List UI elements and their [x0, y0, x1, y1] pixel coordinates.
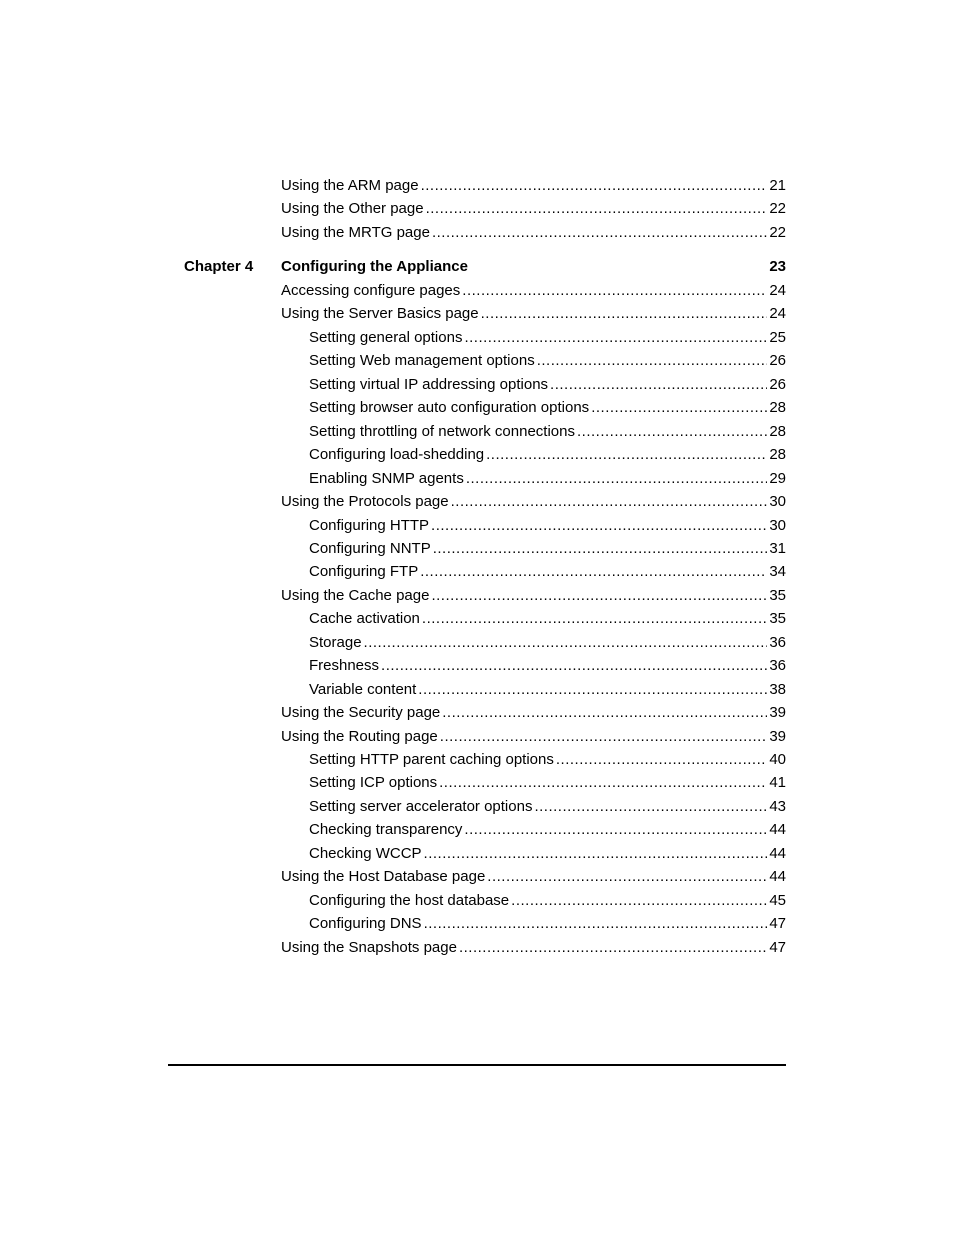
- toc-entry-page-number: 24: [769, 305, 786, 323]
- toc-entry-page-number: 24: [769, 282, 786, 299]
- toc-entry: [309, 821, 786, 839]
- dot-leader: [481, 305, 768, 323]
- toc-entry-title: Freshness: [309, 657, 380, 675]
- toc-entry-page-number: 43: [769, 797, 786, 815]
- toc-entry: [281, 282, 786, 300]
- chapter-page-number: 23: [769, 258, 786, 275]
- toc-entry-title: Configuring NNTP: [309, 539, 431, 557]
- toc-entry-page-number: 22: [769, 200, 786, 218]
- dot-leader: [432, 224, 767, 242]
- toc-entry: [309, 470, 786, 488]
- toc-entry-page-number: 30: [769, 493, 786, 511]
- toc-entry-page-number: 34: [769, 563, 786, 581]
- dot-leader: [550, 376, 767, 394]
- toc-entry-title: Using the Server Basics page: [281, 305, 479, 323]
- toc-entry: [309, 352, 786, 370]
- toc-entry-page-number: 35: [769, 610, 786, 628]
- dot-leader: [439, 774, 767, 792]
- dot-leader: [462, 282, 767, 300]
- toc-entry-title: Configuring FTP: [309, 563, 419, 581]
- toc-entry-page-number: 41: [769, 774, 786, 792]
- toc-entry-page-number: 26: [769, 375, 786, 393]
- toc-entry: [281, 939, 786, 957]
- toc-entry-title: Variable content: [309, 680, 417, 698]
- toc-entry-page-number: 45: [769, 891, 786, 909]
- dot-leader: [466, 470, 767, 488]
- toc-entry-title: Accessing configure pages: [281, 282, 461, 299]
- toc-entry-page-number: 39: [769, 727, 786, 745]
- chapter-title: Configuring the Appliance: [281, 258, 468, 275]
- toc-entry: [309, 376, 786, 394]
- dot-leader: [577, 423, 767, 441]
- toc-entry: [309, 774, 786, 792]
- toc-entry: [281, 493, 786, 511]
- toc-entry-title: Setting throttling of network connections: [309, 422, 575, 440]
- toc-entry: [309, 681, 786, 699]
- toc-entry-page-number: 40: [769, 751, 786, 768]
- toc-entry-page-number: 35: [769, 586, 786, 604]
- toc-entry-page-number: 28: [769, 399, 786, 417]
- toc-entry-title: Configuring the host database: [309, 891, 510, 909]
- dot-leader: [381, 657, 767, 675]
- dot-leader: [424, 845, 768, 863]
- toc-entry: [281, 868, 786, 886]
- footer-rule: [168, 1064, 786, 1066]
- toc-entry-title: Using the Other page: [281, 200, 424, 218]
- toc-entry-title: Using the Security page: [281, 704, 441, 722]
- toc-entry-page-number: 28: [769, 422, 786, 440]
- dot-leader: [486, 446, 767, 464]
- toc-entry-title: Setting general options: [309, 328, 463, 346]
- dot-leader: [591, 399, 767, 417]
- toc-entry-title: Configuring load-shedding: [309, 446, 485, 464]
- dot-leader: [464, 329, 767, 347]
- toc-entry-page-number: 36: [769, 633, 786, 651]
- dot-leader: [442, 704, 767, 722]
- toc-entry: [309, 423, 786, 441]
- dot-leader: [424, 915, 768, 933]
- toc-entry-page-number: 44: [769, 868, 786, 886]
- toc-entry-page-number: 44: [769, 844, 786, 862]
- toc-entry: [281, 200, 786, 218]
- toc-entry: [309, 517, 786, 535]
- toc-entry-page-number: 44: [769, 821, 786, 839]
- toc-entry-title: Cache activation: [309, 610, 420, 628]
- dot-leader: [464, 821, 767, 839]
- toc-entry: [281, 587, 786, 605]
- toc-entry: [309, 610, 786, 628]
- toc-entry: [281, 305, 786, 323]
- toc-entry: [309, 892, 786, 910]
- toc-entry-title: Using the ARM page: [281, 177, 419, 194]
- toc-entry: [281, 177, 786, 195]
- dot-leader: [511, 892, 767, 910]
- dot-leader: [433, 540, 768, 558]
- dot-leader: [421, 177, 768, 195]
- toc-entry: [281, 224, 786, 242]
- toc-entry-title: Storage: [309, 633, 362, 651]
- dot-leader: [431, 517, 767, 535]
- dot-leader: [431, 587, 767, 605]
- dot-leader: [422, 610, 767, 628]
- toc-entry-title: Setting Web management options: [309, 352, 535, 370]
- toc-entry-title: Using the Routing page: [281, 727, 438, 745]
- toc-entry-title: Using the MRTG page: [281, 223, 430, 241]
- dot-leader: [440, 728, 768, 746]
- toc-entry-page-number: 26: [769, 352, 786, 370]
- toc-entry-page-number: 25: [769, 328, 786, 346]
- toc-entry-page-number: 22: [769, 223, 786, 241]
- dot-leader: [451, 493, 768, 511]
- toc-entry-page-number: 39: [769, 704, 786, 722]
- dot-leader: [418, 681, 767, 699]
- toc-entry: [309, 657, 786, 675]
- toc-entry-page-number: 36: [769, 657, 786, 675]
- toc-entry-title: Using the Host Database page: [281, 868, 486, 886]
- toc-entry-title: Configuring DNS: [309, 915, 422, 933]
- toc-entry-page-number: 30: [769, 516, 786, 534]
- toc-entry: [309, 329, 786, 347]
- toc-entry-page-number: 38: [769, 680, 786, 698]
- dot-leader: [420, 563, 767, 581]
- toc-entry-title: Using the Protocols page: [281, 493, 449, 511]
- toc-entry: [309, 563, 786, 581]
- toc-entry-title: Checking WCCP: [309, 844, 422, 862]
- toc-entry-title: Setting HTTP parent caching options: [309, 751, 554, 768]
- toc-entry: [309, 634, 786, 652]
- chapter-heading: [184, 258, 786, 276]
- dot-leader: [459, 939, 767, 957]
- toc-entry-title: Setting browser auto configuration options: [309, 399, 590, 417]
- toc-entry-title: Setting virtual IP addressing options: [309, 375, 549, 393]
- toc-entry-page-number: 21: [769, 177, 786, 194]
- toc-entry-title: Setting server accelerator options: [309, 797, 533, 815]
- dot-leader: [426, 200, 768, 218]
- toc-entry: [309, 399, 786, 417]
- toc-entry: [309, 915, 786, 933]
- toc-entry: [309, 798, 786, 816]
- dot-leader: [487, 868, 767, 886]
- toc-entry-title: Using the Cache page: [281, 586, 430, 604]
- toc-entry: [309, 446, 786, 464]
- toc-entry-page-number: 29: [769, 469, 786, 487]
- toc-entry: [309, 751, 786, 769]
- dot-leader: [556, 751, 767, 769]
- dot-leader: [534, 798, 767, 816]
- toc-entry: [281, 704, 786, 722]
- dot-leader: [364, 634, 768, 652]
- toc-entry: [309, 845, 786, 863]
- dot-leader: [537, 352, 768, 370]
- toc-entry-title: Using the Snapshots page: [281, 938, 457, 956]
- toc-entry-page-number: 31: [769, 539, 786, 557]
- toc-entry-page-number: 47: [769, 938, 786, 956]
- toc-entry-page-number: 28: [769, 446, 786, 464]
- toc-entry-page-number: 47: [769, 915, 786, 933]
- toc-entry-title: Enabling SNMP agents: [309, 469, 464, 487]
- toc-entry-title: Setting ICP options: [309, 774, 438, 792]
- chapter-label: Chapter 4: [184, 258, 254, 275]
- toc-entry: [309, 540, 786, 558]
- toc-entry-title: Checking transparency: [309, 821, 463, 839]
- toc-entry-title: Configuring HTTP: [309, 516, 430, 534]
- toc-entry: [281, 728, 786, 746]
